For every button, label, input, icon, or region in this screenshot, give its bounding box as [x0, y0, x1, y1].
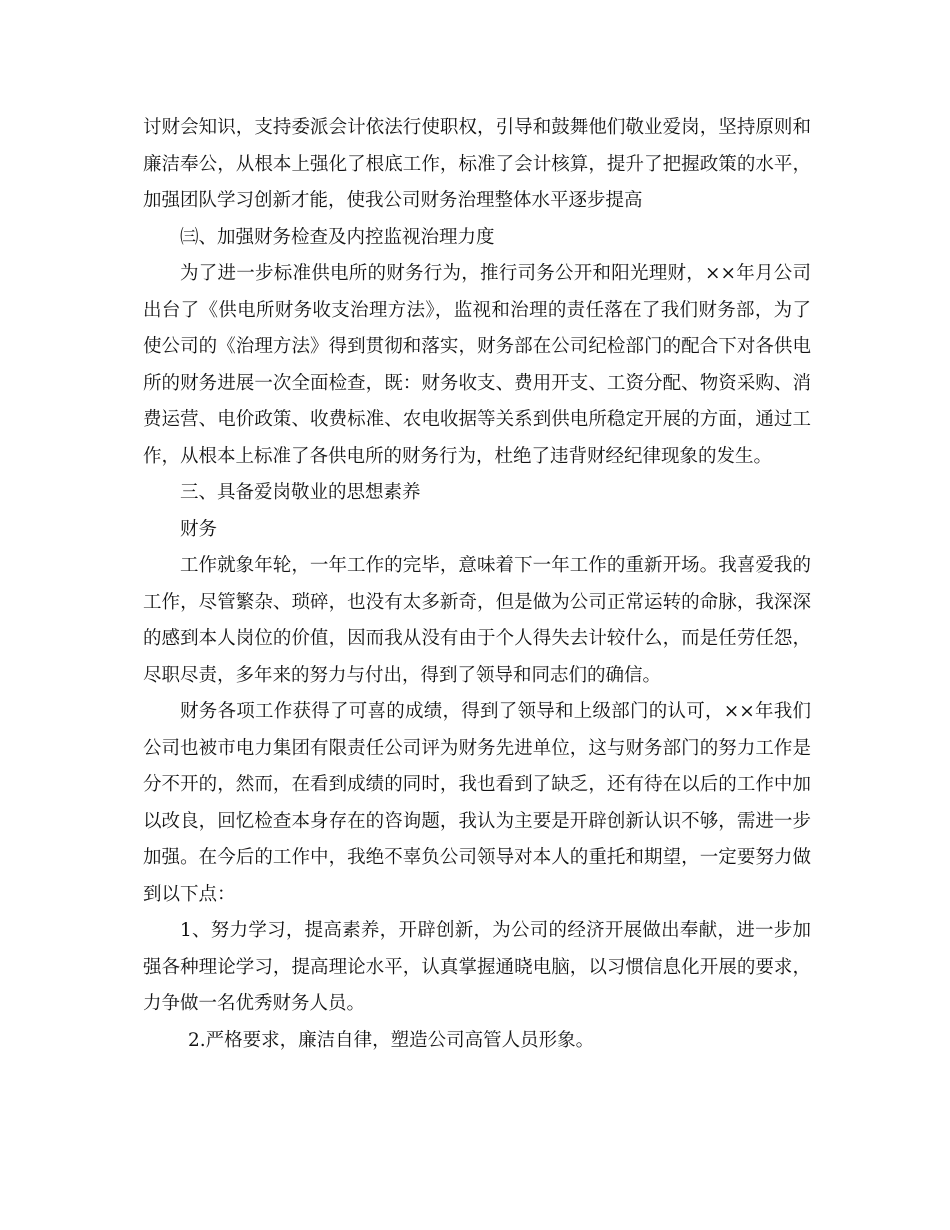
- paragraph-3: 工作就象年轮，一年工作的完毕，意味着下一年工作的重新开场。我喜爱我的工作，尽管繁杂、琐碎，也没有太多新奇，但是做为公司正常运转的命脉，我深深的感到本人岗位的价值，因而我从没有由于个人得失去计较什么，而是任劳任怨，尽职尽责，多年来的努力与付出，得到了领导和同志们的确信。: [143, 555, 811, 686]
- paragraph-1: 讨财会知识，支持委派会计依法行使职权，引导和鼓舞他们敬业爱岗，坚持原则和廉洁奉公，从根本上强化了根底工作，标准了会计核算，提升了把握政策的水平，加强团队学习创新才能，使我公司财务治理整体水平逐步提高: [143, 117, 811, 211]
- list-item-1: 1、努力学习，提高素养，开辟创新，为公司的经济开展做出奉献，进一步加强各种理论学习，提高理论水平，认真掌握通晓电脑，以习惯信息化开展的要求，力争做一名优秀财务人员。: [143, 920, 811, 1014]
- section-heading-3: ㈢、加强财务检查及内控监视治理力度: [180, 226, 495, 248]
- paragraph-4: 财务各项工作获得了可喜的成绩，得到了领导和上级部门的认可，××年我们公司也被市电力集团有限责任公司评为财务先进单位，这与财务部门的努力工作是分不开的，然而，在看到成绩的同时，我也看到了缺乏，还有待在以后的工作中加以改良，回忆检查本身存在的咨询题，我认为主要是开辟创新认识不够，需进一步加强。在今后的工作中，我绝不辜负公司领导对本人的重托和期望，一定要努力做到以下点：: [143, 701, 811, 905]
- list-item-2: 2.严格要求，廉洁自律，塑造公司高管人员形象。: [188, 1029, 595, 1051]
- section-heading-three: 三、具备爱岗敬业的思想素养: [180, 482, 421, 503]
- paragraph-2: 为了进一步标准供电所的财务行为，推行司务公开和阳光理财，××年月公司出台了《供电所财务收支治理方法》，监视和治理的责任落在了我们财务部，为了使公司的《治理方法》得到贯彻和落实，财务部在公司纪检部门的配合下对各供电所的财务进展一次全面检查，既：财务收支、费用开支、工资分配、物资采购、消费运营、电价政策、收费标准、农电收据等关系到供电所稳定开展的方面，通过工作，从根本上标准了各供电所的财务行为，杜绝了违背财经纪律现象的发生。: [143, 263, 811, 467]
- document-body: [143, 110, 811, 1059]
- paragraph-finance: 财务: [180, 518, 218, 540]
